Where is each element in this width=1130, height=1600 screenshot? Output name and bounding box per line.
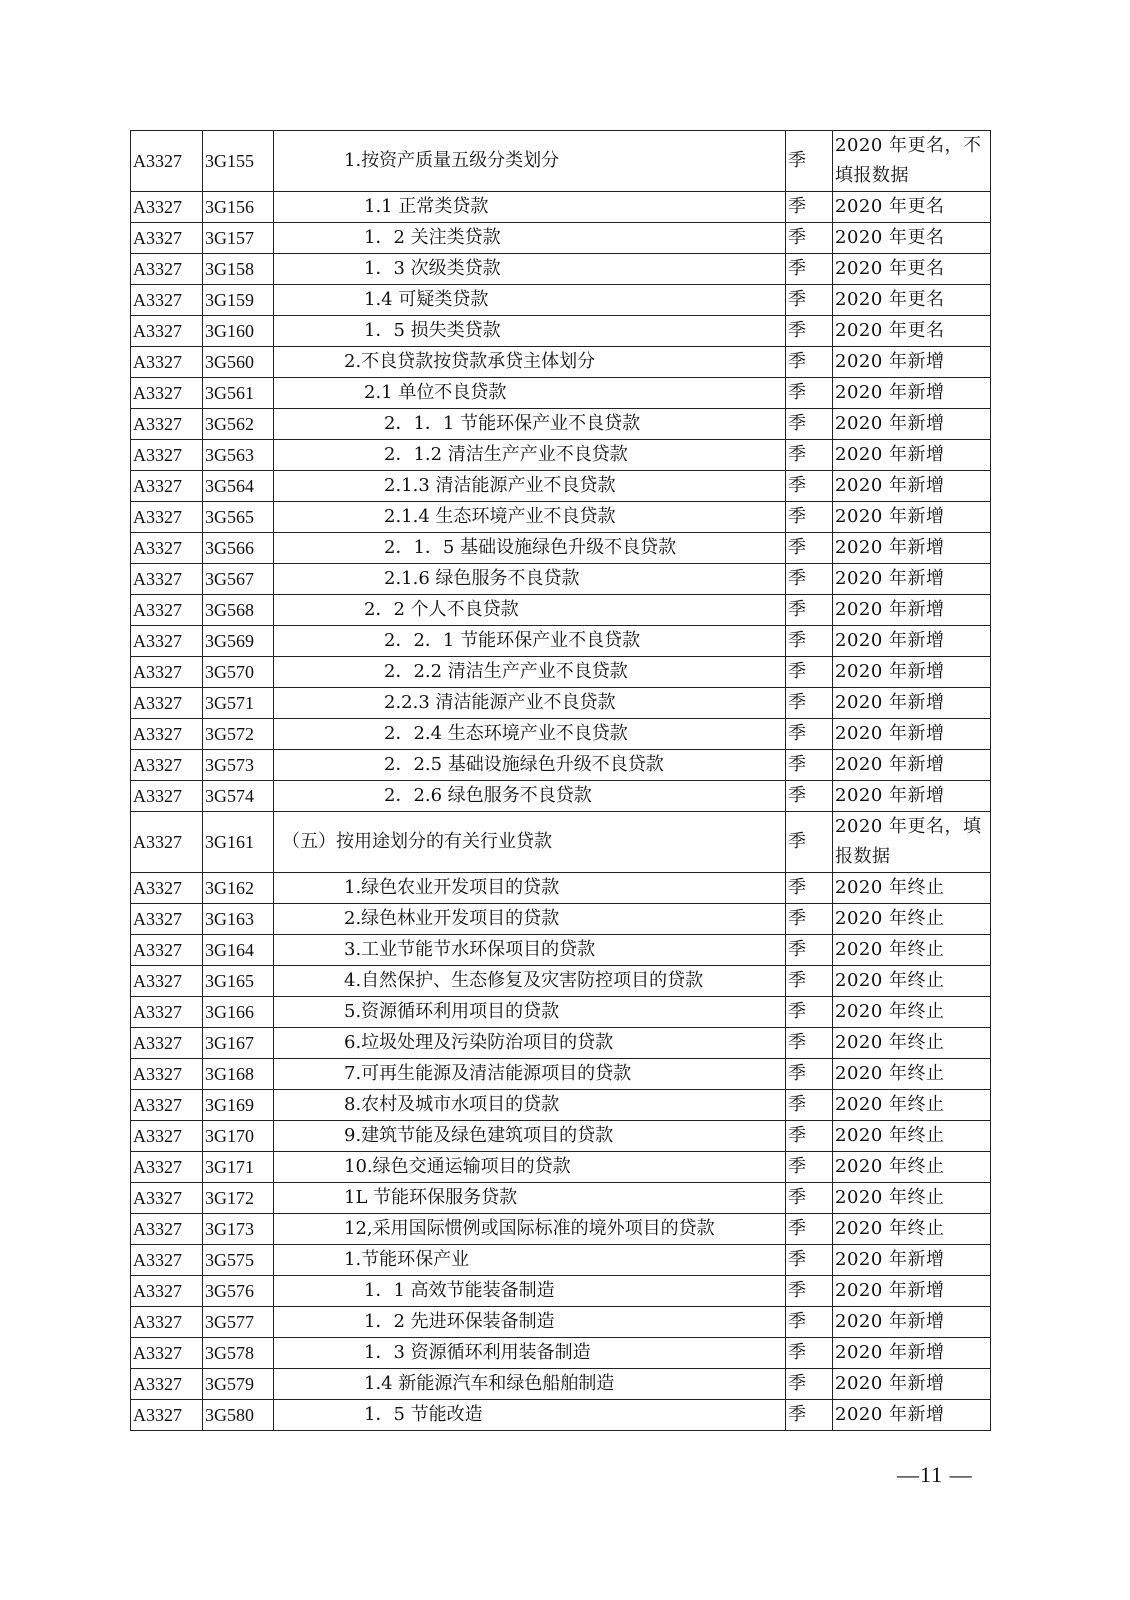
cell-indicator-name: 2.不良贷款按贷款承贷主体划分 (274, 347, 786, 378)
cell-indicator-name: 1．3 次级类贷款 (274, 254, 786, 285)
cell-frequency: 季 (786, 812, 833, 873)
cell-table-code: A3327 (131, 873, 203, 904)
cell-table-code: A3327 (131, 564, 203, 595)
cell-remark: 2020 年终止 (833, 1183, 991, 1214)
cell-remark: 2020 年终止 (833, 904, 991, 935)
cell-indicator-id: 3G166 (203, 997, 274, 1028)
cell-frequency: 季 (786, 719, 833, 750)
cell-indicator-name: 1．1 高效节能装备制造 (274, 1276, 786, 1307)
cell-remark: 2020 年更名 (833, 285, 991, 316)
cell-remark: 2020 年新增 (833, 409, 991, 440)
table-body (131, 131, 991, 1431)
cell-indicator-id: 3G577 (203, 1307, 274, 1338)
table-row (131, 409, 991, 440)
table-row (131, 1028, 991, 1059)
cell-remark: 2020 年新增 (833, 626, 991, 657)
table-row (131, 750, 991, 781)
cell-indicator-name: 2.1.6 绿色服务不良贷款 (274, 564, 786, 595)
cell-frequency: 季 (786, 1028, 833, 1059)
cell-indicator-id: 3G576 (203, 1276, 274, 1307)
cell-table-code: A3327 (131, 997, 203, 1028)
cell-table-code: A3327 (131, 1121, 203, 1152)
table-row (131, 688, 991, 719)
table-row (131, 440, 991, 471)
cell-table-code: A3327 (131, 1214, 203, 1245)
cell-frequency: 季 (786, 935, 833, 966)
cell-frequency: 季 (786, 316, 833, 347)
table-row (131, 254, 991, 285)
table-row (131, 1245, 991, 1276)
table-row (131, 781, 991, 812)
table-row (131, 1059, 991, 1090)
cell-table-code: A3327 (131, 378, 203, 409)
cell-indicator-name: 2．2.5 基础设施绿色升级不良贷款 (274, 750, 786, 781)
cell-remark: 2020 年新增 (833, 595, 991, 626)
cell-indicator-id: 3G575 (203, 1245, 274, 1276)
cell-frequency: 季 (786, 966, 833, 997)
cell-table-code: A3327 (131, 595, 203, 626)
cell-table-code: A3327 (131, 440, 203, 471)
cell-remark: 2020 年新增 (833, 750, 991, 781)
cell-table-code: A3327 (131, 409, 203, 440)
cell-indicator-id: 3G173 (203, 1214, 274, 1245)
cell-table-code: A3327 (131, 812, 203, 873)
table-row (131, 595, 991, 626)
cell-remark: 2020 年新增 (833, 688, 991, 719)
cell-remark: 2020 年新增 (833, 719, 991, 750)
cell-table-code: A3327 (131, 285, 203, 316)
cell-table-code: A3327 (131, 719, 203, 750)
table-row (131, 997, 991, 1028)
cell-remark: 2020 年新增 (833, 533, 991, 564)
cell-frequency: 季 (786, 657, 833, 688)
table-row (131, 1214, 991, 1245)
cell-indicator-name: 2．1．1 节能环保产业不良贷款 (274, 409, 786, 440)
cell-table-code: A3327 (131, 316, 203, 347)
table-row (131, 1369, 991, 1400)
cell-indicator-name: 2．2.2 清洁生产产业不良贷款 (274, 657, 786, 688)
table-row (131, 564, 991, 595)
cell-indicator-name: 9.建筑节能及绿色建筑项目的贷款 (274, 1121, 786, 1152)
cell-indicator-name: 2．1.2 清洁生产产业不良贷款 (274, 440, 786, 471)
cell-indicator-name: 1.绿色农业开发项目的贷款 (274, 873, 786, 904)
cell-indicator-name: 1.1 正常类贷款 (274, 192, 786, 223)
cell-indicator-id: 3G562 (203, 409, 274, 440)
table-row (131, 316, 991, 347)
cell-indicator-id: 3G162 (203, 873, 274, 904)
cell-frequency: 季 (786, 471, 833, 502)
cell-frequency: 季 (786, 626, 833, 657)
cell-indicator-name: 1．2 关注类贷款 (274, 223, 786, 254)
table-row (131, 966, 991, 997)
cell-frequency: 季 (786, 1152, 833, 1183)
cell-table-code: A3327 (131, 192, 203, 223)
cell-remark: 2020 年更名，不填报数据 (833, 131, 991, 192)
cell-indicator-name: 2.1.4 生态环境产业不良贷款 (274, 502, 786, 533)
cell-remark: 2020 年新增 (833, 1307, 991, 1338)
cell-indicator-id: 3G165 (203, 966, 274, 997)
cell-indicator-name: 10.绿色交通运输项目的贷款 (274, 1152, 786, 1183)
cell-table-code: A3327 (131, 750, 203, 781)
cell-indicator-name: 2．2 个人不良贷款 (274, 595, 786, 626)
cell-frequency: 季 (786, 254, 833, 285)
cell-indicator-id: 3G163 (203, 904, 274, 935)
cell-frequency: 季 (786, 1214, 833, 1245)
cell-indicator-name: 1.4 可疑类贷款 (274, 285, 786, 316)
cell-frequency: 季 (786, 502, 833, 533)
table-row (131, 873, 991, 904)
cell-frequency: 季 (786, 409, 833, 440)
cell-indicator-name: 1.按资产质量五级分类划分 (274, 131, 786, 192)
cell-indicator-name: 2．2．1 节能环保产业不良贷款 (274, 626, 786, 657)
cell-indicator-name: 2．1．5 基础设施绿色升级不良贷款 (274, 533, 786, 564)
cell-frequency: 季 (786, 1276, 833, 1307)
cell-indicator-id: 3G574 (203, 781, 274, 812)
cell-remark: 2020 年更名 (833, 254, 991, 285)
cell-frequency: 季 (786, 1245, 833, 1276)
cell-remark: 2020 年终止 (833, 1059, 991, 1090)
cell-remark: 2020 年新增 (833, 657, 991, 688)
cell-remark: 2020 年新增 (833, 440, 991, 471)
cell-indicator-id: 3G565 (203, 502, 274, 533)
table-row (131, 1152, 991, 1183)
table-row (131, 657, 991, 688)
cell-table-code: A3327 (131, 1400, 203, 1431)
cell-indicator-name: 6.垃圾处理及污染防治项目的贷款 (274, 1028, 786, 1059)
cell-remark: 2020 年更名 (833, 192, 991, 223)
cell-indicator-id: 3G167 (203, 1028, 274, 1059)
cell-remark: 2020 年新增 (833, 781, 991, 812)
cell-frequency: 季 (786, 533, 833, 564)
cell-indicator-id: 3G564 (203, 471, 274, 502)
cell-indicator-name: 2.1.3 清洁能源产业不良贷款 (274, 471, 786, 502)
cell-table-code: A3327 (131, 1090, 203, 1121)
cell-frequency: 季 (786, 595, 833, 626)
table-row (131, 626, 991, 657)
cell-remark: 2020 年新增 (833, 471, 991, 502)
cell-remark: 2020 年更名，填报数据 (833, 812, 991, 873)
cell-table-code: A3327 (131, 223, 203, 254)
cell-table-code: A3327 (131, 935, 203, 966)
cell-frequency: 季 (786, 347, 833, 378)
cell-frequency: 季 (786, 564, 833, 595)
cell-indicator-name: 8.农村及城市水项目的贷款 (274, 1090, 786, 1121)
cell-remark: 2020 年新增 (833, 564, 991, 595)
table-row (131, 1338, 991, 1369)
cell-indicator-id: 3G172 (203, 1183, 274, 1214)
cell-indicator-name: 3.工业节能节水环保项目的贷款 (274, 935, 786, 966)
cell-frequency: 季 (786, 1369, 833, 1400)
cell-table-code: A3327 (131, 533, 203, 564)
cell-indicator-id: 3G573 (203, 750, 274, 781)
table-row (131, 1307, 991, 1338)
table-row (131, 812, 991, 873)
cell-indicator-id: 3G168 (203, 1059, 274, 1090)
table-row (131, 502, 991, 533)
cell-frequency: 季 (786, 688, 833, 719)
cell-frequency: 季 (786, 1338, 833, 1369)
cell-table-code: A3327 (131, 1276, 203, 1307)
cell-indicator-id: 3G161 (203, 812, 274, 873)
cell-remark: 2020 年新增 (833, 1338, 991, 1369)
cell-table-code: A3327 (131, 254, 203, 285)
cell-table-code: A3327 (131, 1338, 203, 1369)
cell-table-code: A3327 (131, 1059, 203, 1090)
cell-indicator-name: 1．5 损失类贷款 (274, 316, 786, 347)
cell-table-code: A3327 (131, 1307, 203, 1338)
table-row (131, 378, 991, 409)
cell-indicator-id: 3G158 (203, 254, 274, 285)
cell-indicator-name: 1．2 先进环保装备制造 (274, 1307, 786, 1338)
cell-indicator-name: 1L 节能环保服务贷款 (274, 1183, 786, 1214)
cell-remark: 2020 年终止 (833, 997, 991, 1028)
cell-remark: 2020 年新增 (833, 1245, 991, 1276)
cell-frequency: 季 (786, 192, 833, 223)
cell-indicator-name: 1.节能环保产业 (274, 1245, 786, 1276)
cell-indicator-name: 7.可再生能源及清洁能源项目的贷款 (274, 1059, 786, 1090)
cell-remark: 2020 年终止 (833, 1121, 991, 1152)
cell-indicator-name: 2.1 单位不良贷款 (274, 378, 786, 409)
cell-frequency: 季 (786, 1183, 833, 1214)
cell-indicator-id: 3G170 (203, 1121, 274, 1152)
cell-indicator-id: 3G580 (203, 1400, 274, 1431)
cell-indicator-name: 2.绿色林业开发项目的贷款 (274, 904, 786, 935)
table-row (131, 904, 991, 935)
table-row (131, 935, 991, 966)
table-row (131, 1121, 991, 1152)
cell-table-code: A3327 (131, 1028, 203, 1059)
cell-frequency: 季 (786, 997, 833, 1028)
cell-frequency: 季 (786, 131, 833, 192)
cell-indicator-id: 3G571 (203, 688, 274, 719)
cell-table-code: A3327 (131, 502, 203, 533)
cell-indicator-id: 3G566 (203, 533, 274, 564)
cell-remark: 2020 年终止 (833, 1214, 991, 1245)
cell-frequency: 季 (786, 904, 833, 935)
cell-remark: 2020 年新增 (833, 1400, 991, 1431)
cell-remark: 2020 年终止 (833, 966, 991, 997)
table-row (131, 1276, 991, 1307)
cell-indicator-id: 3G164 (203, 935, 274, 966)
table-row (131, 223, 991, 254)
cell-table-code: A3327 (131, 471, 203, 502)
table-row (131, 192, 991, 223)
cell-indicator-id: 3G567 (203, 564, 274, 595)
indicator-table (130, 130, 991, 1431)
table-row (131, 533, 991, 564)
cell-frequency: 季 (786, 750, 833, 781)
cell-indicator-id: 3G563 (203, 440, 274, 471)
table-row (131, 347, 991, 378)
cell-frequency: 季 (786, 781, 833, 812)
table-row (131, 1400, 991, 1431)
cell-frequency: 季 (786, 1090, 833, 1121)
table-row (131, 1090, 991, 1121)
cell-indicator-name: 1.4 新能源汽车和绿色船舶制造 (274, 1369, 786, 1400)
cell-frequency: 季 (786, 1121, 833, 1152)
cell-indicator-id: 3G169 (203, 1090, 274, 1121)
cell-indicator-id: 3G579 (203, 1369, 274, 1400)
page-number: —11 — (897, 1462, 973, 1487)
cell-table-code: A3327 (131, 688, 203, 719)
cell-indicator-name: 4.自然保护、生态修复及灾害防控项目的贷款 (274, 966, 786, 997)
cell-indicator-id: 3G568 (203, 595, 274, 626)
cell-remark: 2020 年新增 (833, 502, 991, 533)
cell-remark: 2020 年终止 (833, 935, 991, 966)
cell-indicator-id: 3G569 (203, 626, 274, 657)
cell-table-code: A3327 (131, 626, 203, 657)
cell-table-code: A3327 (131, 131, 203, 192)
cell-frequency: 季 (786, 1400, 833, 1431)
cell-indicator-id: 3G155 (203, 131, 274, 192)
cell-table-code: A3327 (131, 781, 203, 812)
table-row (131, 285, 991, 316)
cell-indicator-id: 3G560 (203, 347, 274, 378)
cell-remark: 2020 年更名 (833, 223, 991, 254)
cell-indicator-name: （五）按用途划分的有关行业贷款 (274, 812, 786, 873)
cell-remark: 2020 年新增 (833, 1369, 991, 1400)
cell-indicator-id: 3G156 (203, 192, 274, 223)
cell-frequency: 季 (786, 440, 833, 471)
cell-table-code: A3327 (131, 1369, 203, 1400)
cell-indicator-id: 3G157 (203, 223, 274, 254)
cell-remark: 2020 年新增 (833, 378, 991, 409)
cell-frequency: 季 (786, 1307, 833, 1338)
cell-frequency: 季 (786, 223, 833, 254)
cell-indicator-name: 2．2.6 绿色服务不良贷款 (274, 781, 786, 812)
cell-frequency: 季 (786, 285, 833, 316)
cell-remark: 2020 年终止 (833, 873, 991, 904)
table-row (131, 1183, 991, 1214)
cell-table-code: A3327 (131, 1245, 203, 1276)
cell-table-code: A3327 (131, 1183, 203, 1214)
cell-indicator-name: 5.资源循环利用项目的贷款 (274, 997, 786, 1028)
cell-indicator-name: 1．5 节能改造 (274, 1400, 786, 1431)
cell-indicator-name: 2.2.3 清洁能源产业不良贷款 (274, 688, 786, 719)
cell-frequency: 季 (786, 1059, 833, 1090)
cell-remark: 2020 年新增 (833, 1276, 991, 1307)
cell-indicator-name: 2．2.4 生态环境产业不良贷款 (274, 719, 786, 750)
table-row (131, 471, 991, 502)
cell-remark: 2020 年更名 (833, 316, 991, 347)
cell-indicator-id: 3G578 (203, 1338, 274, 1369)
cell-remark: 2020 年终止 (833, 1028, 991, 1059)
cell-remark: 2020 年新增 (833, 347, 991, 378)
cell-remark: 2020 年终止 (833, 1090, 991, 1121)
cell-table-code: A3327 (131, 904, 203, 935)
cell-indicator-id: 3G160 (203, 316, 274, 347)
cell-table-code: A3327 (131, 966, 203, 997)
table-row (131, 131, 991, 192)
cell-indicator-id: 3G171 (203, 1152, 274, 1183)
cell-frequency: 季 (786, 873, 833, 904)
cell-table-code: A3327 (131, 347, 203, 378)
cell-indicator-name: 12,采用国际惯例或国际标准的境外项目的贷款 (274, 1214, 786, 1245)
cell-indicator-id: 3G570 (203, 657, 274, 688)
cell-indicator-id: 3G561 (203, 378, 274, 409)
cell-indicator-id: 3G572 (203, 719, 274, 750)
cell-table-code: A3327 (131, 1152, 203, 1183)
table-row (131, 719, 991, 750)
cell-indicator-name: 1．3 资源循环利用装备制造 (274, 1338, 786, 1369)
cell-indicator-id: 3G159 (203, 285, 274, 316)
cell-frequency: 季 (786, 378, 833, 409)
cell-remark: 2020 年终止 (833, 1152, 991, 1183)
cell-table-code: A3327 (131, 657, 203, 688)
